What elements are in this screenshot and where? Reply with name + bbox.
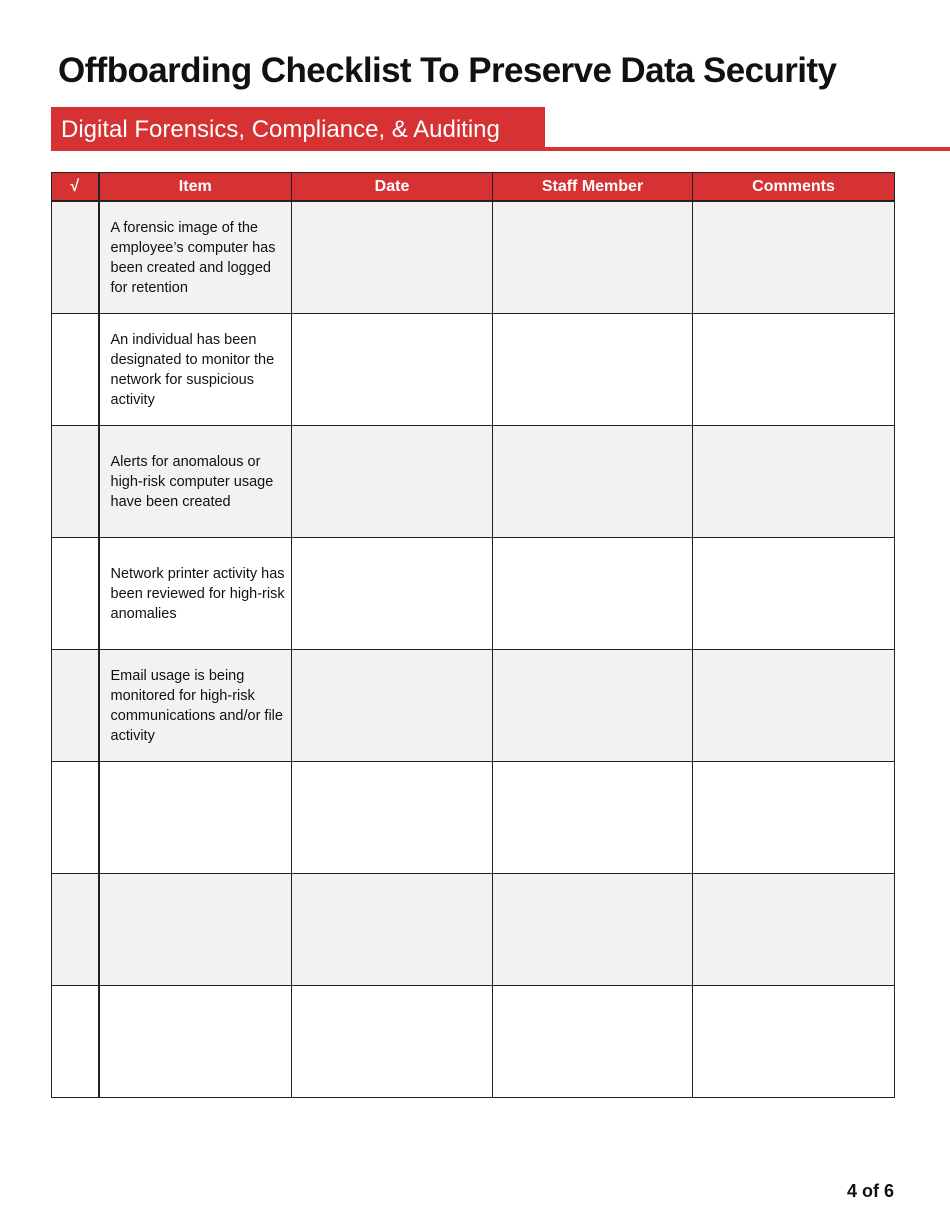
staff-member-cell[interactable]: [493, 986, 693, 1098]
table-row: [52, 986, 895, 1098]
item-cell: [99, 426, 292, 538]
staff-member-column-header: Staff Member: [493, 173, 693, 202]
date-cell[interactable]: [292, 538, 493, 650]
item-text: Email usage is being monitored for high-risk communications and/or file activity: [110, 667, 283, 744]
check-cell[interactable]: [52, 538, 99, 650]
item-cell: [99, 538, 292, 650]
table-row: [52, 426, 895, 538]
staff-member-cell[interactable]: [493, 762, 693, 874]
table-row: [52, 874, 895, 986]
comments-cell[interactable]: [693, 201, 895, 314]
section-title: Digital Forensics, Compliance, & Auditing: [61, 116, 500, 143]
item-text: Alerts for anomalous or high-risk computer usage have been created: [110, 453, 274, 510]
table-row: [52, 314, 895, 426]
item-column-header: Item: [99, 173, 292, 202]
staff-member-cell[interactable]: [493, 874, 693, 986]
table-row: [52, 762, 895, 874]
item-text: An individual has been designated to monitor the network for suspicious activity: [110, 331, 275, 408]
staff-member-cell[interactable]: [493, 314, 693, 426]
check-cell[interactable]: [52, 762, 99, 874]
item-cell: [99, 314, 292, 426]
date-cell[interactable]: [292, 201, 493, 314]
section-divider: [545, 147, 950, 151]
comments-cell[interactable]: [693, 426, 895, 538]
check-cell[interactable]: [52, 426, 99, 538]
comments-cell[interactable]: [693, 874, 895, 986]
table-header-row: [52, 173, 895, 202]
comments-cell[interactable]: [693, 986, 895, 1098]
comments-cell[interactable]: [693, 762, 895, 874]
comments-cell[interactable]: [693, 314, 895, 426]
page-title: Offboarding Checklist To Preserve Data Security: [58, 51, 837, 90]
page-number: 4 of 6: [846, 1181, 894, 1201]
item-cell: [99, 201, 292, 314]
check-cell[interactable]: [52, 986, 99, 1098]
staff-member-cell[interactable]: [493, 201, 693, 314]
comments-cell[interactable]: [693, 650, 895, 762]
date-cell[interactable]: [292, 986, 493, 1098]
date-cell[interactable]: [292, 650, 493, 762]
date-cell[interactable]: [292, 314, 493, 426]
check-cell[interactable]: [52, 314, 99, 426]
date-cell[interactable]: [292, 762, 493, 874]
date-cell[interactable]: [292, 426, 493, 538]
item-text: A forensic image of the employee’s computer has been created and logged for retention: [110, 219, 276, 296]
check-cell[interactable]: [52, 874, 99, 986]
table-row: [52, 201, 895, 314]
date-cell[interactable]: [292, 874, 493, 986]
staff-member-cell[interactable]: [493, 538, 693, 650]
check-column-header: √: [52, 173, 99, 202]
staff-member-cell[interactable]: [493, 650, 693, 762]
comments-cell[interactable]: [693, 538, 895, 650]
table-row: [52, 650, 895, 762]
checklist-table: [51, 172, 895, 1098]
check-cell[interactable]: [52, 650, 99, 762]
table-row: [52, 538, 895, 650]
item-text: Network printer activity has been reviewed for high-risk anomalies: [110, 565, 285, 622]
date-column-header: Date: [292, 173, 493, 202]
comments-column-header: Comments: [693, 173, 895, 202]
staff-member-cell[interactable]: [493, 426, 693, 538]
item-cell[interactable]: [99, 874, 292, 986]
check-cell[interactable]: [52, 201, 99, 314]
item-cell[interactable]: [99, 762, 292, 874]
item-cell[interactable]: [99, 986, 292, 1098]
section-header: [51, 107, 545, 151]
item-cell: [99, 650, 292, 762]
